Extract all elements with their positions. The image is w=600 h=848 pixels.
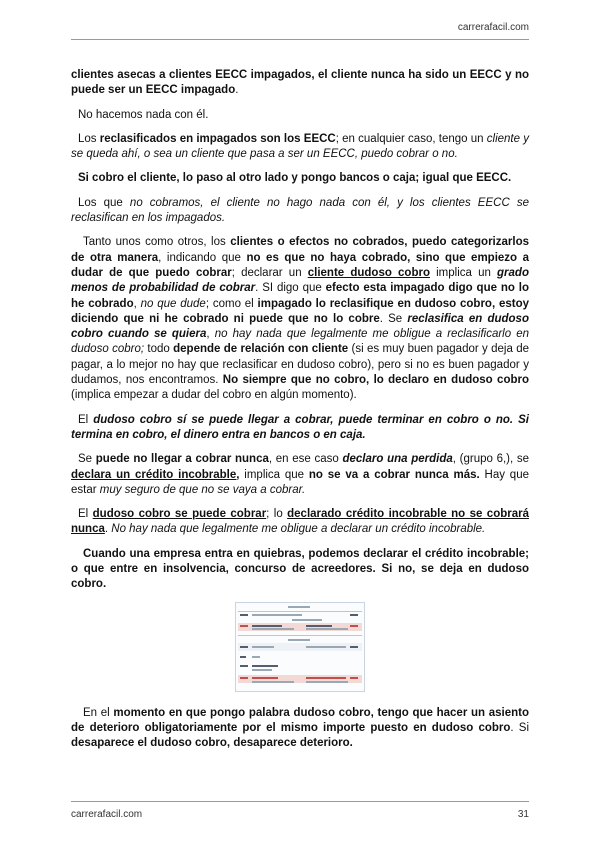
figure-text-line (252, 681, 294, 683)
figure-text-line (240, 614, 248, 616)
italic-text: no cobramos, el cliente no hago nada con él, y los clientes EECC se reclasifican en los impagados. (71, 196, 529, 225)
italic-text: no que dude (140, 297, 206, 310)
bold-italic-text: grado menos de probabilidad de cobrar (71, 266, 529, 295)
header-site: carrerafacil.com (457, 22, 529, 33)
figure-text-line (240, 646, 248, 648)
text: El (78, 413, 94, 426)
text: Los (78, 132, 100, 145)
text: ; en cualquier caso, tengo un (335, 132, 487, 145)
text: (si es muy buen pagador y deja de pagar, a lo mejor no hay que reclasificar en dudoso cobro), pero si no es buen pagador y dudamos, nos encontramos. (71, 343, 530, 387)
text: ; declarar un (231, 266, 308, 279)
figure-text-line (252, 646, 274, 648)
paragraph-3 (71, 132, 529, 163)
text: . Se (379, 312, 408, 325)
text: , (grupo 6,), se (452, 453, 530, 466)
italic-text: muy seguro de que no se vaya a cobrar. (99, 483, 306, 496)
figure-text-line (252, 677, 278, 679)
bold-text: no es que no haya cobrado, sino que empiezo a dudar de que puedo cobrar (71, 251, 530, 279)
text: Tanto unos como otros, los (83, 236, 231, 249)
figure-text-line (240, 665, 248, 667)
figure-text-line (350, 646, 358, 648)
paragraph-9 (71, 507, 529, 538)
figure-text-line (252, 625, 282, 627)
bold-italic-text: dudoso cobro sí se puede llegar a cobrar, puede terminar en cobro o no. Si termina en cobro, el dinero entra en bancos o en caja. (71, 413, 529, 441)
figure-text-line (288, 606, 310, 608)
page-number: 31 (517, 809, 529, 820)
figure-text-line (350, 677, 358, 679)
bold-underlined-text: dudoso cobro se puede cobrar (92, 508, 267, 521)
bold-underlined-text: declara un crédito incobrable, (71, 468, 240, 481)
text: . Si (510, 721, 529, 734)
text: . (235, 84, 239, 97)
figure-text-line (252, 656, 260, 658)
text: implica que (239, 468, 309, 481)
bold-text: impagado lo reclasifique en dudoso cobro, estoy diciendo que ni he cobrado ni puede que no lo cobre (71, 297, 530, 325)
text: ; como el (205, 297, 258, 310)
bold-text: Cuando una empresa entra en quiebras, podemos declarar el crédito incobrable; o que entre en insolvencia, concurso de acreedores. Si no, se deja en dudoso cobro. (71, 547, 529, 591)
paragraph-8 (71, 452, 529, 498)
text: . (104, 523, 112, 536)
figure-text-line (306, 628, 348, 630)
bold-text: desaparece el dudoso cobro, desaparece deterioro. (71, 737, 353, 750)
paragraph-4 (71, 171, 529, 186)
text: , en ese caso (268, 453, 343, 466)
figure-text-line (288, 639, 310, 641)
italic-text: no hay nada que legalmente me obligue a reclasificarlo en dudoso cobro; (71, 328, 530, 356)
page-body (71, 68, 529, 761)
text: . SI digo que (255, 282, 326, 295)
figure-text-line (252, 628, 294, 630)
bold-text: no se va a cobrar nunca más. (308, 468, 480, 481)
text: ; lo (266, 508, 288, 521)
text: En el (83, 706, 114, 719)
footer-site: carrerafacil.com (71, 809, 143, 820)
text: Hay que estar (71, 468, 529, 496)
figure-text-line (240, 677, 248, 679)
paragraph-7 (71, 413, 529, 444)
figure-text-line (292, 619, 322, 621)
text: El (78, 508, 93, 521)
bold-text: Si cobro el cliente, lo paso al otro lado y pongo bancos o caja; igual que EECC. (78, 172, 512, 185)
bold-italic-text: reclasifica en dudoso cobro cuando se quiera (71, 312, 529, 341)
figure-text-line (350, 614, 358, 616)
figure-text-line (252, 614, 302, 616)
figure-text-line (240, 656, 246, 658)
paragraph-1 (71, 68, 529, 99)
text: Se (78, 453, 96, 466)
text: , (133, 297, 141, 310)
header-rule (71, 39, 529, 40)
text: , indicando que (158, 251, 247, 264)
figure-rule (238, 635, 362, 636)
text: implica un (429, 266, 498, 279)
italic-text: cliente y se queda ahí, o sea un cliente que pasa a ser un EECC, puedo cobrar o no. (71, 132, 529, 161)
paragraph-11 (71, 706, 529, 752)
figure-text-line (306, 646, 346, 648)
bold-text: clientes o efectos no cobrados, puedo categorizarlos de otra manera (71, 236, 529, 264)
text: , (206, 328, 215, 341)
figure-text-line (350, 625, 358, 627)
bold-text: efecto esta impagado digo que no lo he cobrado (71, 282, 529, 310)
text: todo (144, 343, 174, 356)
figure-text-line (252, 665, 278, 667)
bold-underlined-text: cliente dudoso cobro (307, 266, 430, 279)
italic-text: No hay nada que legalmente me obligue a declarar un crédito incobrable. (111, 523, 486, 536)
paragraph-5 (71, 196, 529, 227)
text: Los que (78, 196, 130, 209)
bold-italic-text: declaro una perdida (342, 453, 453, 466)
bold-text: No siempre que no cobro, lo declaro en dudoso cobro (222, 374, 529, 387)
figure-text-line (306, 625, 332, 627)
figure-rule (238, 611, 362, 612)
bold-underlined-text: declarado crédito incobrable no se cobrará nunca (71, 508, 529, 536)
bold-text: depende de relación con cliente (173, 343, 349, 356)
footer-rule (71, 801, 529, 802)
text: No hacemos nada con él. (78, 108, 209, 121)
accounting-entries-thumbnail (235, 602, 365, 692)
bold-text: momento en que pongo palabra dudoso cobro, tengo que hacer un asiento de deterioro obligatoriamente por el mismo importe puesto en dudoso cobro (71, 706, 529, 734)
figure-text-line (306, 681, 348, 683)
figure-text-line (252, 669, 272, 671)
figure-text-line (240, 625, 248, 627)
paragraph-6 (71, 235, 529, 403)
paragraph-10 (71, 547, 529, 593)
text: (implica empezar a dudar del cobro en algún momento). (71, 389, 357, 402)
bold-text: reclasificados en impagados son los EECC (99, 132, 336, 145)
figure-text-line (306, 677, 346, 679)
bold-text: clientes asecas a clientes EECC impagados, el cliente nunca ha sido un EECC y no puede ser un EECC impagado (71, 69, 529, 97)
paragraph-2 (71, 108, 529, 123)
bold-text: puede no llegar a cobrar nunca (95, 453, 269, 466)
